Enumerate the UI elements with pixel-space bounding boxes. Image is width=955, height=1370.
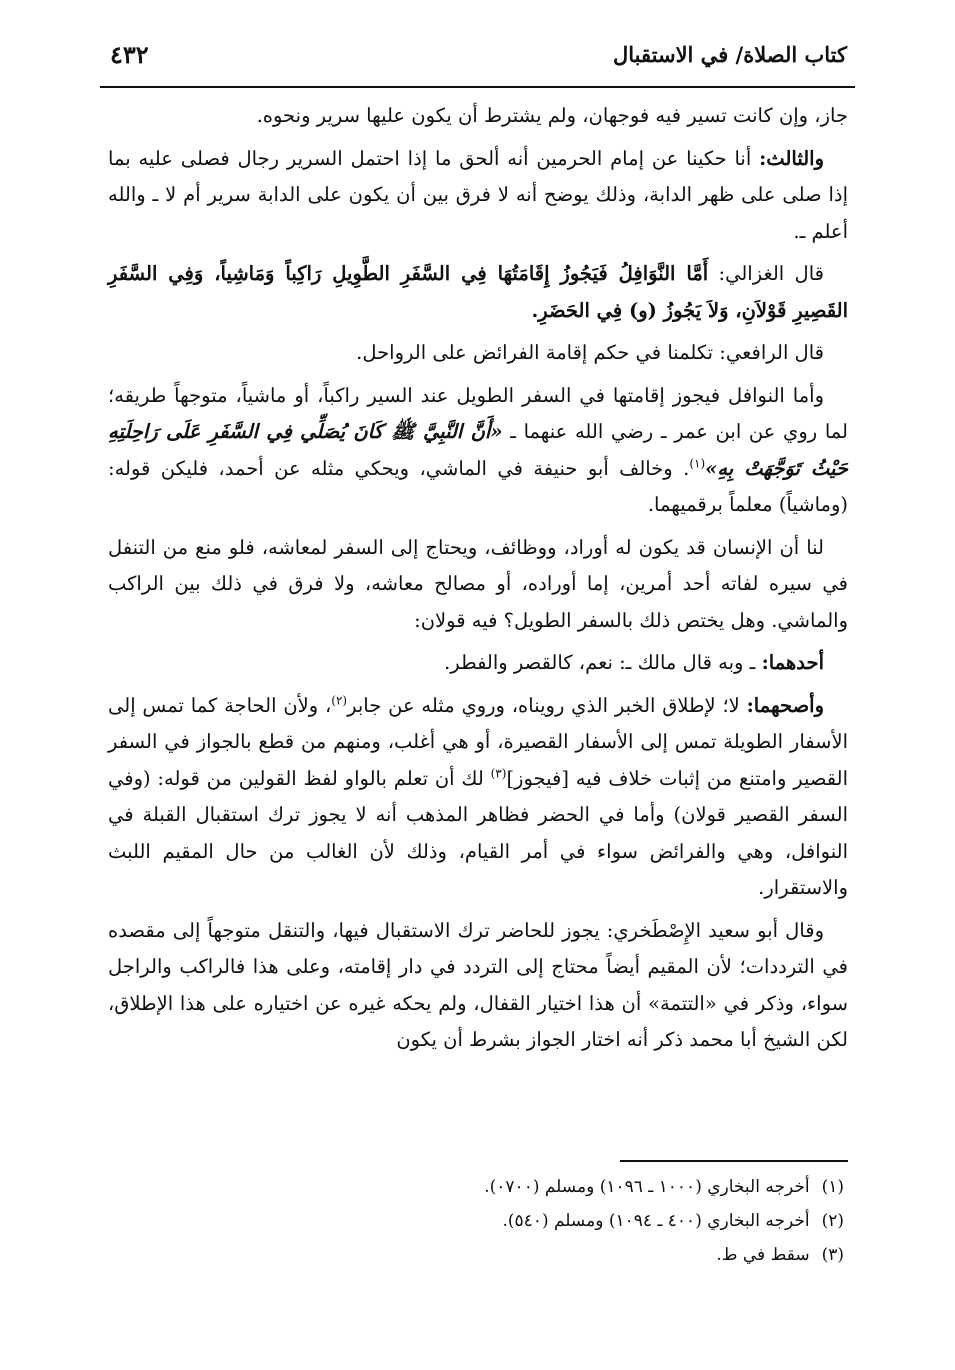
paragraph-5 bbox=[108, 378, 848, 524]
paragraph-text: . وخالف أبو حنيفة في الماشي، ويحكي مثله عن أحمد، فليكن قوله: (وماشياً) معلماً برقميهما. bbox=[108, 456, 848, 516]
main-text bbox=[108, 98, 848, 1065]
footnote-separator bbox=[620, 1160, 848, 1162]
footnote-text: أخرجه البخاري (١٠٠٠ ـ ١٠٩٦) ومسلم (٠٧٠٠). bbox=[484, 1177, 810, 1197]
paragraph-3 bbox=[108, 256, 848, 329]
running-title: كتاب الصلاة/ في الاستقبال bbox=[613, 42, 847, 67]
paragraph-text: وقال أبو سعيد الإِصْطَخري: يجوز للحاضر ترك الاستقبال فيها، والتنقل متوجهاً إلى مقصده في الترددات؛ لأن المقيم أيضاً محتاج إلى التردد في دار إقامته، وعلى هذا فالراكب والراجل سواء، وذكر في «التتمة» أن هذا اختيار القفال، ولم يحكه غيره عن اختياره على هذا الإطلاق، لكن الشيخ أبا محمد ذكر أنه اختار الجواز بشرط أن يكون bbox=[108, 918, 848, 1051]
paragraph-9 bbox=[108, 913, 848, 1059]
paragraph-8 bbox=[108, 688, 848, 907]
hadith-quote: «أَنَّ النَّبِيَّ ﷺ كَانَ يُصَلِّي فِي السَّفَرِ عَلَى رَاحِلَتِهِ حَيْثُ تَوَجَّهَتْ بِهِ» bbox=[108, 420, 848, 480]
paragraph-2 bbox=[108, 141, 848, 251]
page-number: ٤٣٢ bbox=[110, 40, 149, 69]
footnote-text: سقط في ط. bbox=[716, 1245, 810, 1265]
paragraph-text: وأما النوافل فيجوز إقامتها في السفر الطويل عند السير راكباً، أو ماشياً، متوجهاً طريقه؛ لما روي عن ابن عمر ـ رضي الله عنهما ـ bbox=[108, 383, 848, 443]
footnote-number: (٢) bbox=[821, 1211, 844, 1231]
footnotes bbox=[108, 1170, 848, 1272]
paragraph-text: لا؛ لإطلاق الخبر الذي رويناه، وروي مثله عن جابر bbox=[347, 693, 747, 717]
matn-quote: أَمَّا النَّوَافِلُ فَيَجُوزُ إِقَامَتُهَا فِي السَّفَرِ الطَّوِيلِ رَاكِباً وَمَاشِياً، وَفِي السَّفَرِ القَصِيرِ قَوْلاَنِ، وَلاَ يَجُوزُ (و) فِي الحَضَرِ. bbox=[108, 262, 848, 322]
footnote-ref-3[interactable]: (٣) bbox=[490, 766, 507, 780]
paragraph-7 bbox=[108, 645, 848, 682]
running-header bbox=[100, 28, 855, 88]
paragraph-text: لك أن تعلم بالواو لفظ القولين من قوله: (وفي السفر القصير قولان) وأما في الحضر فظاهر المذهب أنه لا يجوز ترك استقبال القبلة في النوافل، وهي والفرائض سواء في أمر القيام، وذلك لأن الغالب من حال المقيم اللبث والاستقرار. bbox=[108, 766, 848, 899]
footnote-2 bbox=[108, 1204, 848, 1238]
footnote-number: (١) bbox=[821, 1177, 844, 1197]
paragraph-text: لنا أن الإنسان قد يكون له أوراد، ووظائف، ويحتاج إلى السفر لمعاشه، فلو منع من التنفل في سيره لفاته أحد أمرين، إما أوراده، أو مصالح معاشه، ولا فرق في ذلك بين الراكب والماشي. وهل يختص ذلك بالسفر الطويل؟ فيه قولان: bbox=[108, 535, 848, 632]
footnote-number: (٣) bbox=[821, 1245, 844, 1265]
paragraph-lead: والثالث: bbox=[759, 146, 824, 170]
paragraph-lead: وأصحهما: bbox=[746, 693, 824, 717]
paragraph-4 bbox=[108, 335, 848, 372]
paragraph-1 bbox=[108, 98, 848, 135]
paragraph-text: قال الرافعي: تكلمنا في حكم إقامة الفرائض على الرواحل. bbox=[356, 341, 824, 364]
footnote-text: أخرجه البخاري (٤٠٠ ـ ١٠٩٤) ومسلم (٥٤٠). bbox=[502, 1211, 810, 1231]
paragraph-text: جاز، وإن كانت تسير فيه فوجهان، ولم يشترط أن يكون عليها سرير ونحوه. bbox=[256, 104, 848, 127]
paragraph-text: ، ولأن الحاجة كما تمس إلى الأسفار الطويلة تمس إلى الأسفار القصيرة، أو هي أغلب، ومنهم من قطع بالجواز في السفر القصير وامتنع من إثبات خلاف فيه [فيجوز] bbox=[108, 693, 848, 790]
paragraph-intro: قال الغزالي: bbox=[708, 262, 824, 285]
paragraph-text: ـ وبه قال مالك ـ: نعم، كالقصر والفطر. bbox=[444, 651, 762, 674]
paragraph-lead: أحدهما: bbox=[761, 651, 824, 674]
paragraph-6 bbox=[108, 530, 848, 640]
footnote-3 bbox=[108, 1238, 848, 1272]
footnote-ref-1[interactable]: (١) bbox=[689, 456, 706, 470]
footnote-ref-2[interactable]: (٢) bbox=[331, 693, 348, 707]
footnote-1 bbox=[108, 1170, 848, 1204]
paragraph-text: أنا حكينا عن إمام الحرمين أنه ألحق ما إذا احتمل السرير رجال فصلى عليه بما إذا صلى على ظهر الدابة، وذلك يوضح أنه لا فرق بين أن يكون على الدابة سرير أم لا ـ والله أعلم ـ. bbox=[108, 146, 848, 243]
